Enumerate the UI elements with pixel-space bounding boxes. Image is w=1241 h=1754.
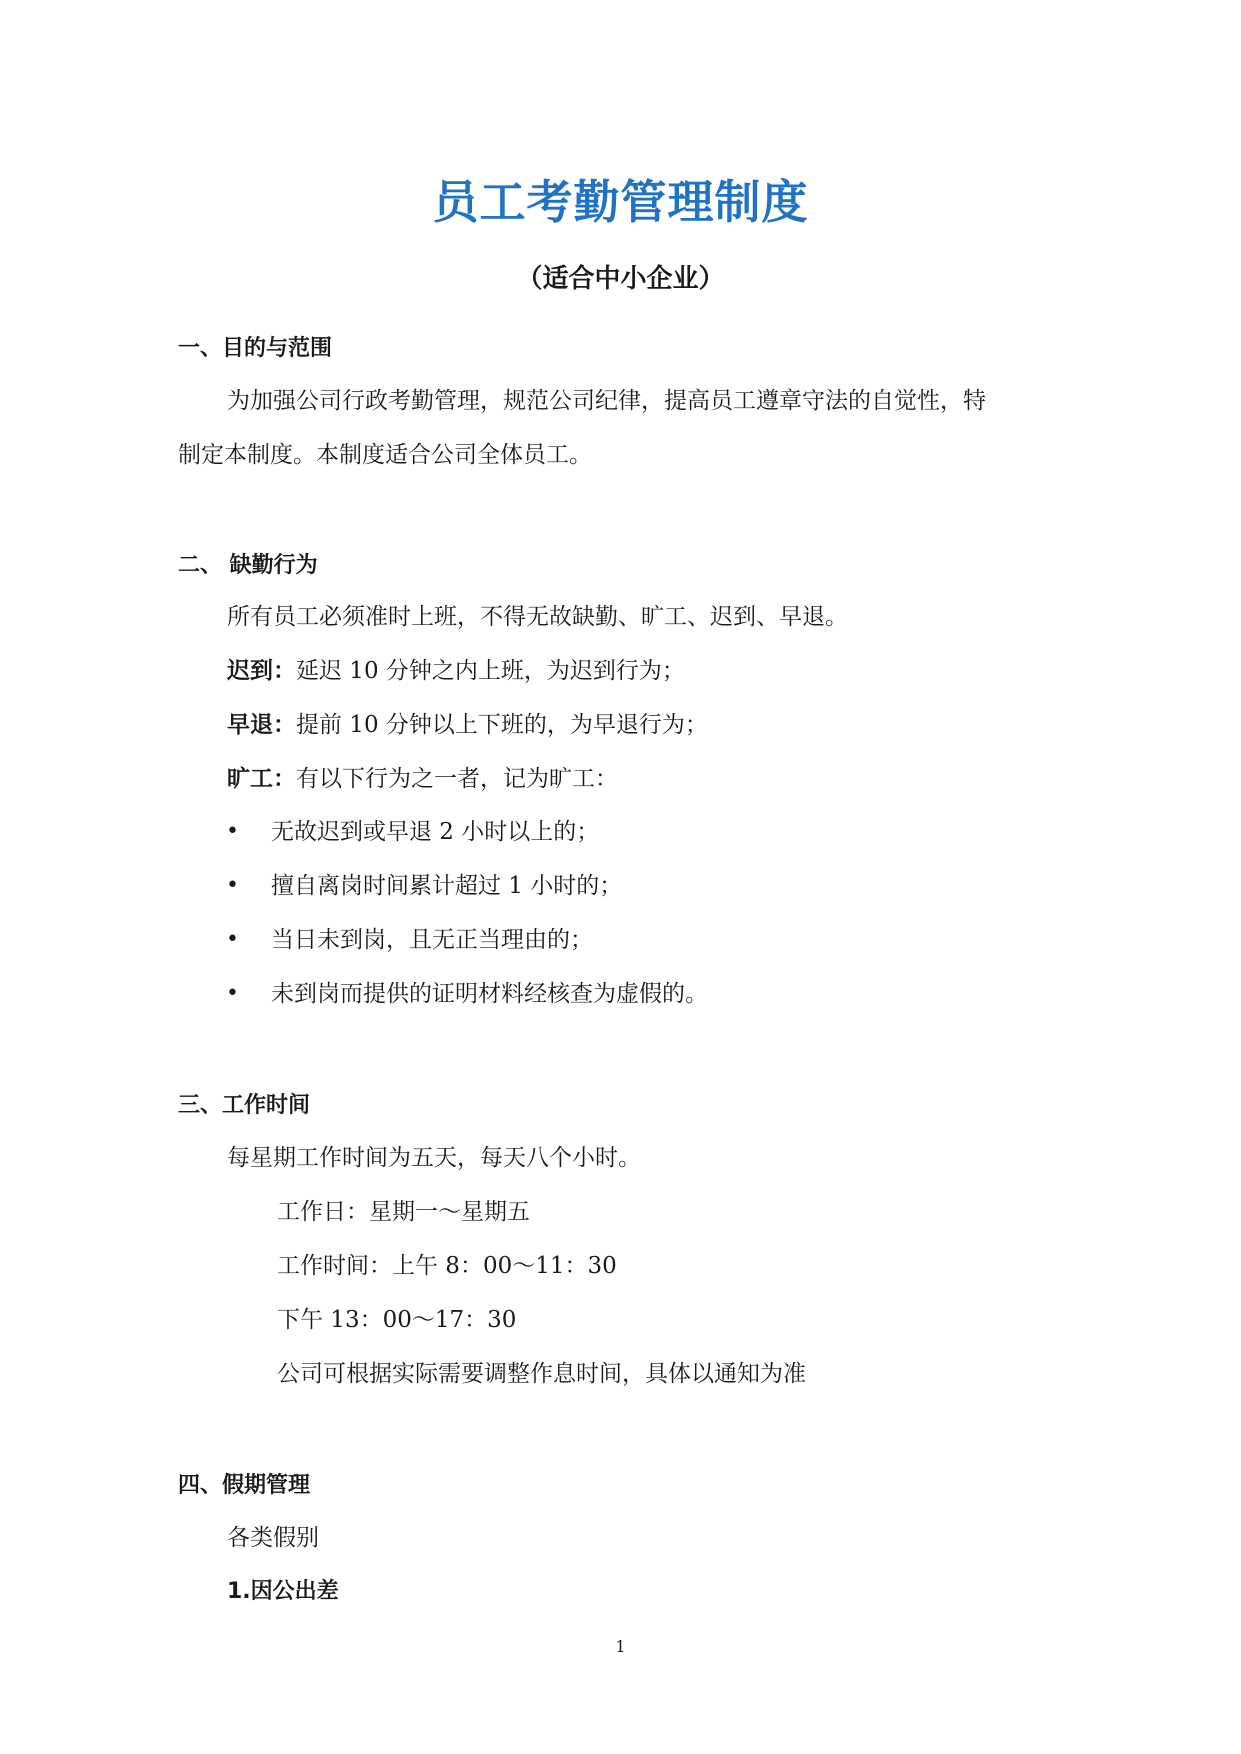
bullet-item-4: 未到岗而提供的证明材料经核查为虚假的。 bbox=[271, 981, 708, 1007]
early-leave-rule bbox=[227, 709, 708, 741]
schedule-note: 公司可根据实际需要调整作息时间，具体以通知为准 bbox=[277, 1361, 806, 1387]
absenteeism-rule bbox=[227, 763, 618, 795]
section-1-paragraph-line-1: 为加强公司行政考勤管理，规范公司纪律，提高员工遵章守法的自觉性，特 bbox=[227, 388, 986, 414]
bullet-icon: • bbox=[226, 819, 239, 844]
late-label: 迟到： bbox=[227, 658, 296, 684]
bullet-item-2: 擅自离岗时间累计超过 1 小时的； bbox=[271, 873, 623, 899]
section-1-heading: 一、目的与范围 bbox=[178, 336, 333, 361]
section-4-intro: 各类假别 bbox=[227, 1525, 319, 1551]
late-text: 延迟 10 分钟之内上班，为迟到行为； bbox=[296, 658, 685, 684]
section-3-intro: 每星期工作时间为五天，每天八个小时。 bbox=[227, 1145, 641, 1171]
section-2-intro: 所有员工必须准时上班，不得无故缺勤、旷工、迟到、早退。 bbox=[227, 604, 848, 630]
bullet-item-1: 无故迟到或早退 2 小时以上的； bbox=[271, 819, 600, 845]
bullet-item-3: 当日未到岗，且无正当理由的； bbox=[271, 927, 593, 953]
section-4-heading: 四、假期管理 bbox=[178, 1473, 311, 1498]
document-subtitle: （适合中小企业） bbox=[516, 264, 725, 294]
section-1-paragraph-line-2: 制定本制度。本制度适合公司全体员工。 bbox=[178, 442, 592, 468]
early-leave-label: 早退： bbox=[227, 712, 296, 738]
document-title: 员工考勤管理制度 bbox=[432, 175, 809, 229]
leave-item-business-trip: 1.因公出差 bbox=[227, 1579, 339, 1604]
late-rule bbox=[227, 655, 685, 687]
page-number: 1 bbox=[615, 1637, 626, 1656]
morning-hours: 工作时间：上午 8：00～11：30 bbox=[277, 1253, 617, 1279]
absenteeism-label: 旷工： bbox=[227, 766, 296, 792]
section-2-heading: 二、 缺勤行为 bbox=[178, 553, 318, 578]
early-leave-text: 提前 10 分钟以上下班的，为早退行为； bbox=[296, 712, 708, 738]
bullet-icon: • bbox=[226, 927, 239, 952]
bullet-icon: • bbox=[226, 873, 239, 898]
work-days: 工作日：星期一～星期五 bbox=[277, 1199, 530, 1225]
afternoon-hours: 下午 13：00～17：30 bbox=[277, 1307, 517, 1333]
bullet-icon: • bbox=[226, 981, 239, 1006]
absenteeism-text: 有以下行为之一者，记为旷工： bbox=[296, 766, 618, 792]
section-3-heading: 三、工作时间 bbox=[178, 1093, 311, 1118]
